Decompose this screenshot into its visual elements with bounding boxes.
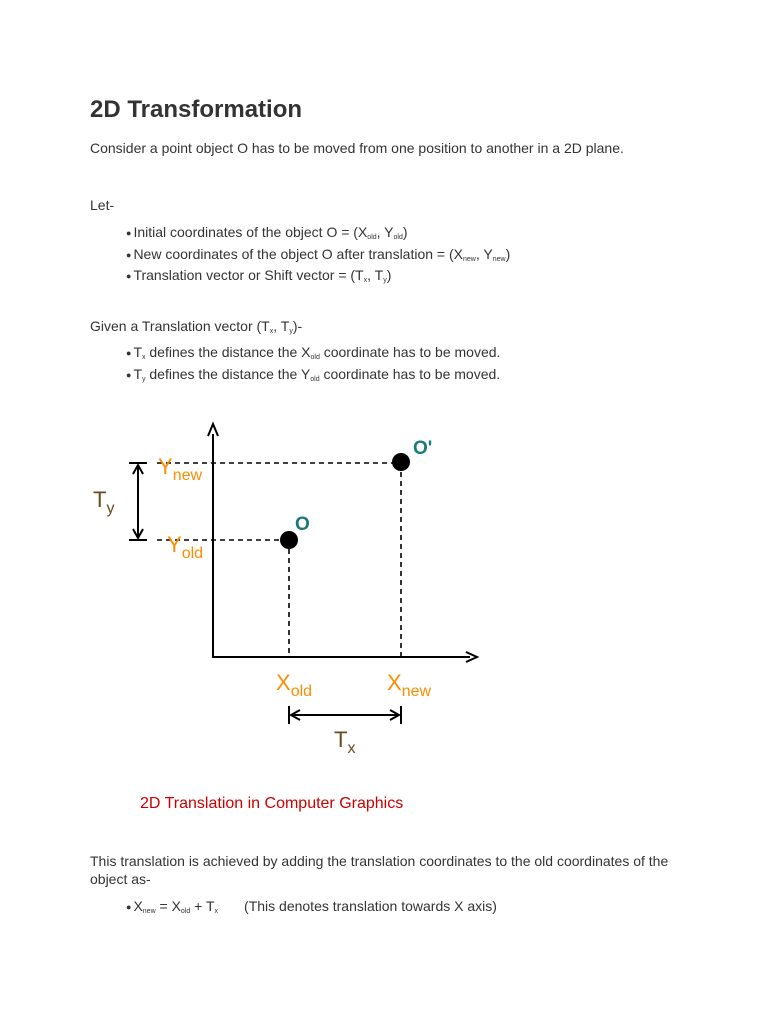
list-item: ● $T_x$ defines the distance the $X_{old}$ coordinate has to be moved.: [126, 342, 500, 364]
list-item: ● $X_{new} = X_{old} + T_x$ (This denotes translation towards X axis): [126, 896, 497, 918]
ty-label: $T_y$: [93, 487, 115, 517]
bullet-icon: ●: [126, 249, 132, 260]
list-item: ● Translation vector or Shift vector = ($T_x$, $T_y$): [126, 265, 510, 287]
list-item: ● Initial coordinates of the object $O = (X_{old}$, $Y_{old}$): [126, 222, 510, 244]
figure-caption: 2D Translation in Computer Graphics: [140, 795, 404, 812]
yold-label: $Y_{old}$: [167, 532, 204, 562]
given-paragraph: Given a Translation vector ($T_x$, $T_y)-$: [90, 318, 303, 335]
intro-paragraph: Consider a point object O has to be moved from one position to another in a 2D plane.: [90, 140, 624, 156]
list-item: ● New coordinates of the object O after translation = ($X_{new}$, $Y_{new}$): [126, 244, 510, 266]
formula-list: [126, 896, 497, 918]
closing-paragraph: This translation is achieved by adding the translation coordinates to the old coordinates of the object as-: [90, 853, 669, 887]
bullet-icon: ●: [126, 902, 132, 912]
xnew-label: $X_{new}$: [387, 670, 432, 700]
bullet-icon: ●: [126, 271, 132, 281]
ynew-label: $Y_{new}$: [158, 454, 203, 484]
xold-label: $X_{old}$: [276, 670, 313, 700]
let-label: Let-: [90, 197, 115, 213]
point-o-prime: [392, 453, 410, 471]
point-o-prime-label: O': [413, 438, 433, 459]
bullet-icon: ●: [126, 369, 132, 380]
page-title: 2D Transformation: [90, 96, 303, 123]
bullet-icon: ●: [126, 348, 132, 358]
list-item: ● $T_y$ defines the distance the $Y_{old}$ coordinate has to be moved.: [126, 364, 500, 386]
bullet-icon: ●: [126, 228, 132, 238]
point-o-label: O: [295, 514, 310, 535]
tx-label: $T_x$: [334, 727, 356, 757]
